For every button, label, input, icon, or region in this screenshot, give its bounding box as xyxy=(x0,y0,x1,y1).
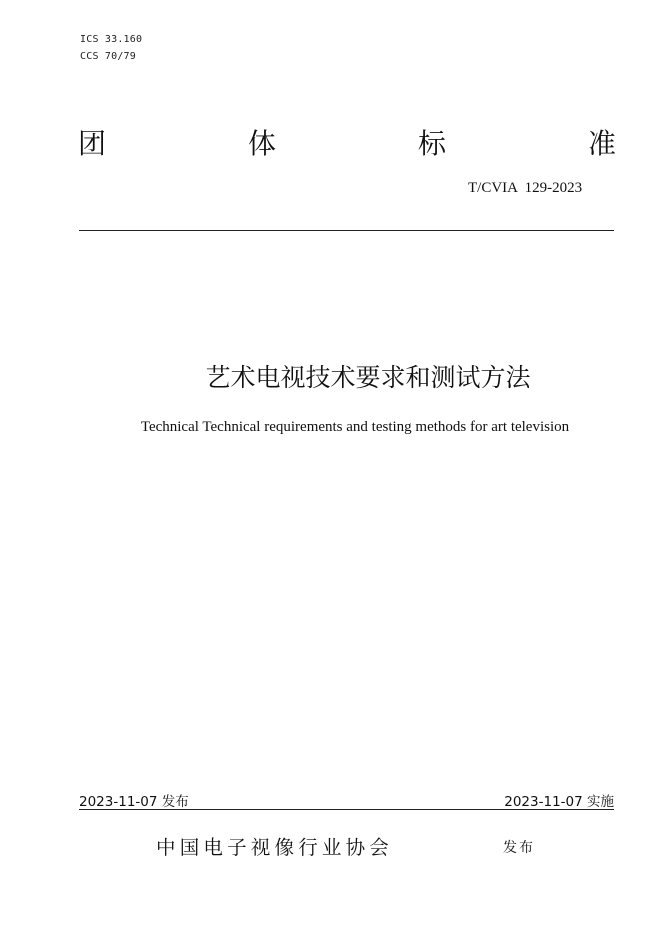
standard-code: T/CVIA 129-2023 xyxy=(468,180,583,196)
standard-type-char: 标 xyxy=(417,127,446,160)
document-title-chinese: 艺术电视技术要求和测试方法 xyxy=(205,363,531,392)
publisher-name: 中国电子视像行业协会 xyxy=(156,836,394,859)
bottom-divider xyxy=(79,809,614,810)
standard-type-char: 体 xyxy=(247,127,276,160)
standard-type-char: 团 xyxy=(78,127,107,160)
ics-code: ICS 33.160 xyxy=(80,34,143,45)
top-divider xyxy=(79,230,614,231)
ccs-code: CCS 70/79 xyxy=(80,51,136,62)
implementation-date: 2023-11-07 实施 xyxy=(504,794,614,810)
standard-type-char: 准 xyxy=(587,127,616,160)
document-title-english: Technical Technical requirements and testing methods for art television xyxy=(140,419,570,435)
publish-label: 发布 xyxy=(503,840,535,856)
standard-type-heading xyxy=(78,122,616,162)
issue-date: 2023-11-07 发布 xyxy=(79,794,189,810)
